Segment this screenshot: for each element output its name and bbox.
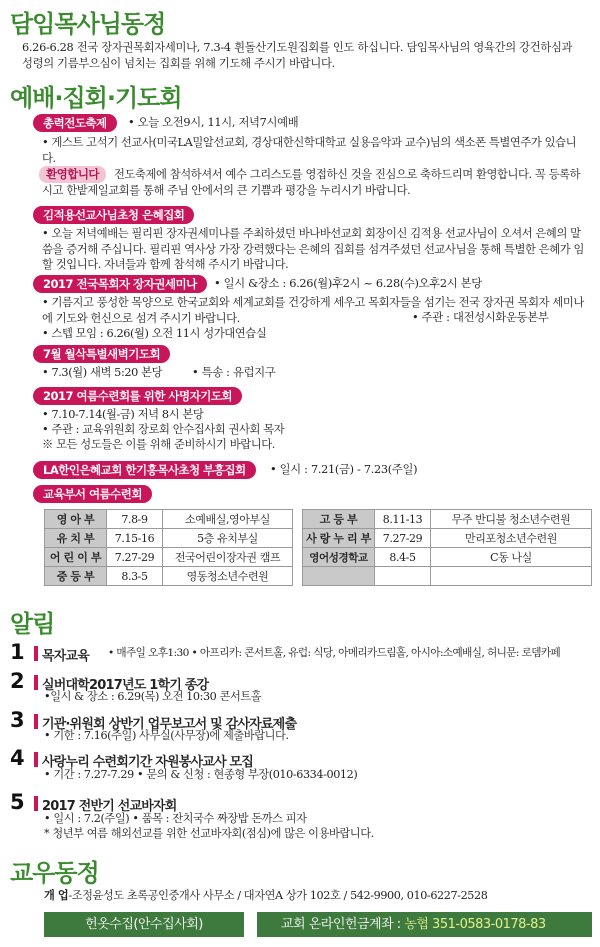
seminar-date: • 일시 &장소 : 6.26(월)후2시 ~ 6.28(수)오후2시 본당 (214, 277, 482, 290)
notice-number: 5 (10, 790, 25, 814)
table-row (45, 567, 592, 586)
gap-cell (293, 529, 303, 548)
table-row (45, 529, 592, 548)
date-cell: 8.3-5 (107, 567, 163, 586)
offering-account-label: 교회 온라인헌금계좌 : (281, 917, 405, 932)
dept-cell: 고 등 부 (303, 510, 375, 529)
seminar-host: • 주관 : 대전성시화운동본부 (412, 311, 549, 324)
notice-line: • 기간 : 7.27-7.29 • 문의 & 신청 : 현종형 부장(010-6334-0012) (44, 768, 358, 781)
notice-title: 2017 전반기 선교바자회 (42, 799, 177, 814)
pastor-section-title: 담임목사님동정 (10, 10, 166, 38)
notice-bar (34, 646, 38, 661)
dawn-date: • 7.3(월) 새벽 5:20 본당 (42, 366, 163, 379)
notice-line: •일시 & 장소 : 6.29(목) 오전 10:30 콘서트홀 (44, 690, 262, 703)
summer-prayer-line1: • 7.10-7.14(월-금) 저녁 8시 본당 (42, 408, 204, 421)
date-cell: 8.11-13 (375, 510, 431, 529)
members-section-title: 교우동정 (10, 859, 99, 887)
revival-guest: • 게스트 고석기 선교사(미국LA밀알선교회, 경상대한신학대학교 실용음악과 교수)님의 색소폰 특별연주가 있습니다. (42, 136, 577, 165)
worship-section-title: 예배·집회·기도회 (10, 84, 182, 112)
seminar-text: • 기름지고 풍성한 목양으로 한국교회와 세계교회를 건강하게 세우고 목회자들을 섬기는 전국 장자권 목회자 세미나에 기도와 헌신으로 섬겨 주시기 바랍니다. (42, 296, 584, 325)
revival-time: • 오늘 오전9시, 11시, 저녁7시예배 (128, 116, 299, 129)
dept-cell: 사 랑 누 리 부 (303, 529, 375, 548)
welcome-badge: 환영합니다 (39, 166, 106, 183)
gap-cell (293, 510, 303, 529)
date-cell: 7.15-16 (107, 529, 163, 548)
gap-cell (293, 567, 303, 586)
notice-line: * 청년부 여름 해외선교를 위한 선교바자회(점심)에 많은 이용바랍니다. (44, 827, 374, 840)
place-cell: C동 나실 (431, 548, 592, 567)
notice-bar (34, 752, 38, 767)
notice-title: 사랑누리 수련회기간 자원봉사교사 모집 (42, 755, 254, 770)
place-cell: 전국어린이장자권 캠프 (163, 548, 293, 567)
place-cell: 5층 유치부실 (163, 529, 293, 548)
offering-account-number: 농협 351-0583-0178-83 (404, 917, 546, 932)
notice-line: • 기한 : 7.16(주일) 사무실(사무장)에 제출바랍니다. (44, 729, 289, 742)
date-cell: 7.8-9 (107, 510, 163, 529)
dept-cell: 어 린 이 부 (45, 548, 107, 567)
notice-line: • 매주일 오후1:30 • 아프리카: 콘서트홀, 유럽: 식당, 아메리카드림홀, 아시아:소예배실, 허니문: 로뎀카페 (108, 647, 561, 659)
gap-cell (293, 548, 303, 567)
grace-text: • 오늘 저녁예배는 필리핀 장자권세미나를 주최하셨던 바나바선교회 회장이신 김적용 선교사님이 오셔서 은혜의 말씀을 증거해 주십니다. 필리핀 역사상 가장 강력했다는 은혜의 집회를 섬겨주셨던 선교사님을 통해 특별한 은혜가 임할 것입니다. 자녀들과 함께 참석해 주시기 바랍니다. (42, 227, 584, 272)
table-row (45, 548, 592, 567)
place-cell: 무주 반디불 청소년수련원 (431, 510, 592, 529)
offering-account-bar (257, 912, 592, 937)
seminar-staff: • 스텝 모임 : 6.26(월) 오전 11시 성가대연습실 (42, 327, 267, 340)
notice-bar (34, 675, 38, 690)
date-cell: 8.4-5 (375, 548, 431, 567)
la-date: • 일시 : 7.21(금) - 7.23(주일) (270, 463, 418, 476)
retreat-pill: 교육부서 여름수련회 (33, 485, 152, 503)
notice-number: 4 (10, 746, 25, 770)
dept-cell: 유 치 부 (45, 529, 107, 548)
notice-number: 3 (10, 708, 25, 732)
date-cell: 7.27-29 (107, 548, 163, 567)
notice-title: 실버대학2017년도 1학기 종강 (42, 678, 209, 693)
notice-bar (34, 714, 38, 729)
table-row (45, 510, 592, 529)
notice-title: 목자교육 (42, 649, 90, 664)
welcome-text: 전도축제에 참석하셔서 예수 그리스도를 영접하신 것을 진심으로 축하드리며 환영합니다. 꼭 등록하시고 한밭제일교회를 통해 주님 안에서의 큰 기쁨과 평강을 누리시기 바랍니다. (42, 168, 581, 197)
notice-title: 기관·위원회 상반기 업무보고서 및 감사자료제출 (42, 717, 297, 732)
date-cell (375, 567, 431, 586)
la-pill: LA한인은혜교회 한기홍목사초청 부흥집회 (33, 461, 256, 479)
place-cell (431, 567, 592, 586)
notice-line: • 일시 : 7.2(주일) • 품목 : 잔치국수 짜장밥 돈까스 피자 (44, 812, 307, 825)
summer-prayer-pill: 2017 여름수련회를 위한 사명자기도회 (33, 387, 242, 405)
notice-number: 2 (10, 669, 25, 693)
members-news (44, 888, 487, 903)
dept-cell (303, 567, 375, 586)
place-cell: 만리포청소년수련원 (431, 529, 592, 548)
summer-prayer-line3: ※ 모든 성도들은 이를 위해 준비하시기 바랍니다. (42, 438, 275, 451)
seminar-pill: 2017 전국목회자 장자권세미나 (33, 275, 207, 293)
dawn-special: • 특송 : 유럽지구 (192, 366, 276, 379)
place-cell: 영동청소년수련원 (163, 567, 293, 586)
grace-pill: 김적용선교사님초청 은혜집회 (33, 206, 194, 224)
members-text: -조정윤성도 초록공인중개사 사무소 / 대자연A 상가 102호 / 542-9900, 010-6227-2528 (68, 889, 488, 902)
notice-bar (34, 796, 38, 811)
summer-prayer-line2: • 주관 : 교육위원회 장로회 안수집사회 권사회 목자 (42, 423, 285, 436)
place-cell: 소예배실,영아부실 (163, 510, 293, 529)
notice-number: 1 (10, 640, 25, 664)
notice-section-title: 알림 (10, 610, 55, 638)
members-label: 개 업 (44, 889, 69, 902)
clothes-collection-bar: 헌옷수집(안수집사회) (44, 912, 244, 937)
date-cell: 7.27-29 (375, 529, 431, 548)
dept-cell: 영어성경학교 (303, 548, 375, 567)
revival-pill: 총력전도축제 (33, 114, 117, 132)
pastor-text: 6.26-6.28 전국 장자권목회자세미나, 7.3-4 휜돌산기도원집회를 인도 하십니다. 담임목사님의 영육간의 강건하심과 성령의 기름부으심이 넘치는 집회를 위해 기도해 주시기 바랍니다. (22, 41, 573, 70)
dept-cell: 중 등 부 (45, 567, 107, 586)
dept-cell: 영 아 부 (45, 510, 107, 529)
dawn-pill: 7월 월삭특별새벽기도회 (33, 345, 170, 363)
retreat-table (44, 509, 592, 586)
